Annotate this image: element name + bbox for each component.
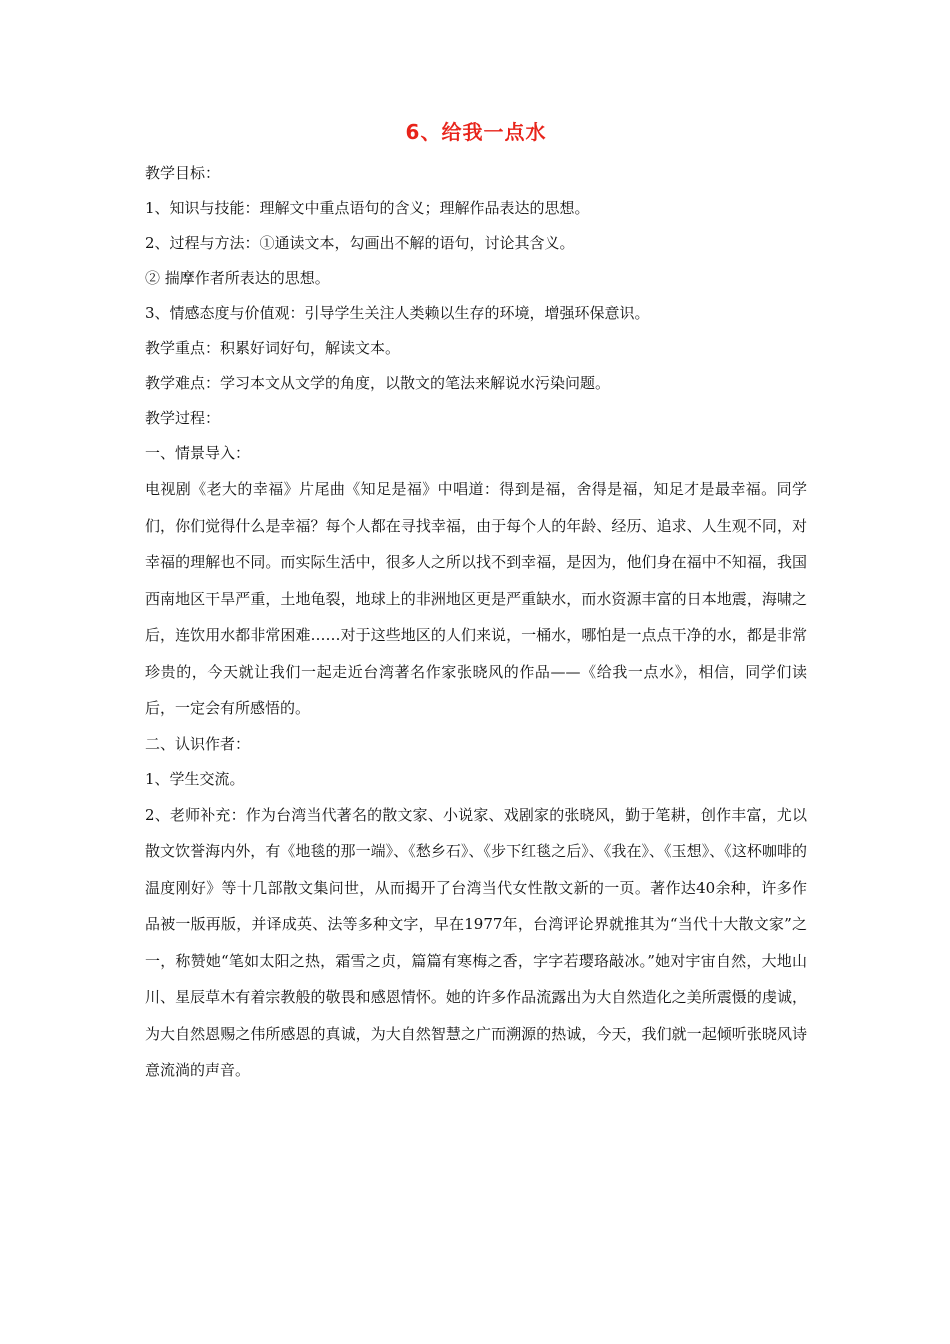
objective-process-methods: 2、过程与方法：①通读文本，勾画出不解的语句，讨论其含义。: [145, 234, 575, 252]
document-page: [145, 118, 807, 1089]
section-2-item-1: 1、学生交流。: [145, 769, 245, 788]
document-title: 6、给我一点水: [405, 120, 547, 144]
objective-knowledge-skills: 1、知识与技能：理解文中重点语句的含义；理解作品表达的思想。: [145, 199, 590, 217]
teaching-difficulty: 教学难点：学习本文从文学的角度，以散文的笔法来解说水污染问题。: [145, 374, 611, 392]
objective-emotion-values: 3、情感态度与价值观：引导学生关注人类赖以生存的环境，增强环保意识。: [145, 304, 650, 322]
process-heading: 教学过程：: [145, 409, 221, 427]
objectives-heading: 教学目标：: [145, 164, 221, 182]
objective-process-methods-sub: ② 揣摩作者所表达的思想。: [145, 269, 330, 287]
section-2-heading: 二、认识作者：: [145, 734, 251, 753]
teaching-key-point: 教学重点：积累好词好句，解读文本。: [145, 339, 401, 357]
section-1-paragraph: 电视剧《老大的幸福》片尾曲《知足是福》中唱道：得到是福，舍得是福，知足才是最幸福。同学们，你们觉得什么是幸福？每个人都在寻找幸福，由于每个人的年龄、经历、追求、人生观不同，对幸福的理解也不同。而实际生活中，很多人之所以找不到幸福，是因为，他们身在福中不知福，我国西南地区干旱严重，土地龟裂，地球上的非洲地区更是严重缺水，而水资源丰富的日本地震，海啸之后，连饮用水都非常困难……对于这些地区的人们来说，一桶水，哪怕是一点点干净的水，都是非常珍贵的，今天就让我们一起走近台湾著名作家张晓风的作品——《给我一点水》，相信，同学们读后，一定会有所感悟的。: [145, 480, 807, 717]
section-2-item-2: 2、老师补充：作为台湾当代著名的散文家、小说家、戏剧家的张晓风，勤于笔耕，创作丰富，尤以散文饮誉海内外，有《地毯的那一端》、《愁乡石》、《步下红毯之后》、《我在》、《玉想》、《这杯咖啡的温度刚好》等十几部散文集问世，从而揭开了台湾当代女性散文新的一页。著作达40余种，许多作品被一版再版，并译成英、法等多种文字，早在1977年，台湾评论界就推其为“当代十大散文家”之一，称赞她“笔如太阳之热，霜雪之贞，篇篇有寒梅之香，字字若璎珞敲冰。”她对宇宙自然，大地山川、星辰草木有着宗教般的敬畏和感恩情怀。她的许多作品流露出为大自然造化之美所震慑的虔诚，为大自然恩赐之伟所感恩的真诚，为大自然智慧之广而溯源的热诚，今天，我们就一起倾听张晓风诗意流淌的声音。: [145, 805, 807, 1079]
section-1-heading: 一、情景导入：: [145, 444, 251, 462]
